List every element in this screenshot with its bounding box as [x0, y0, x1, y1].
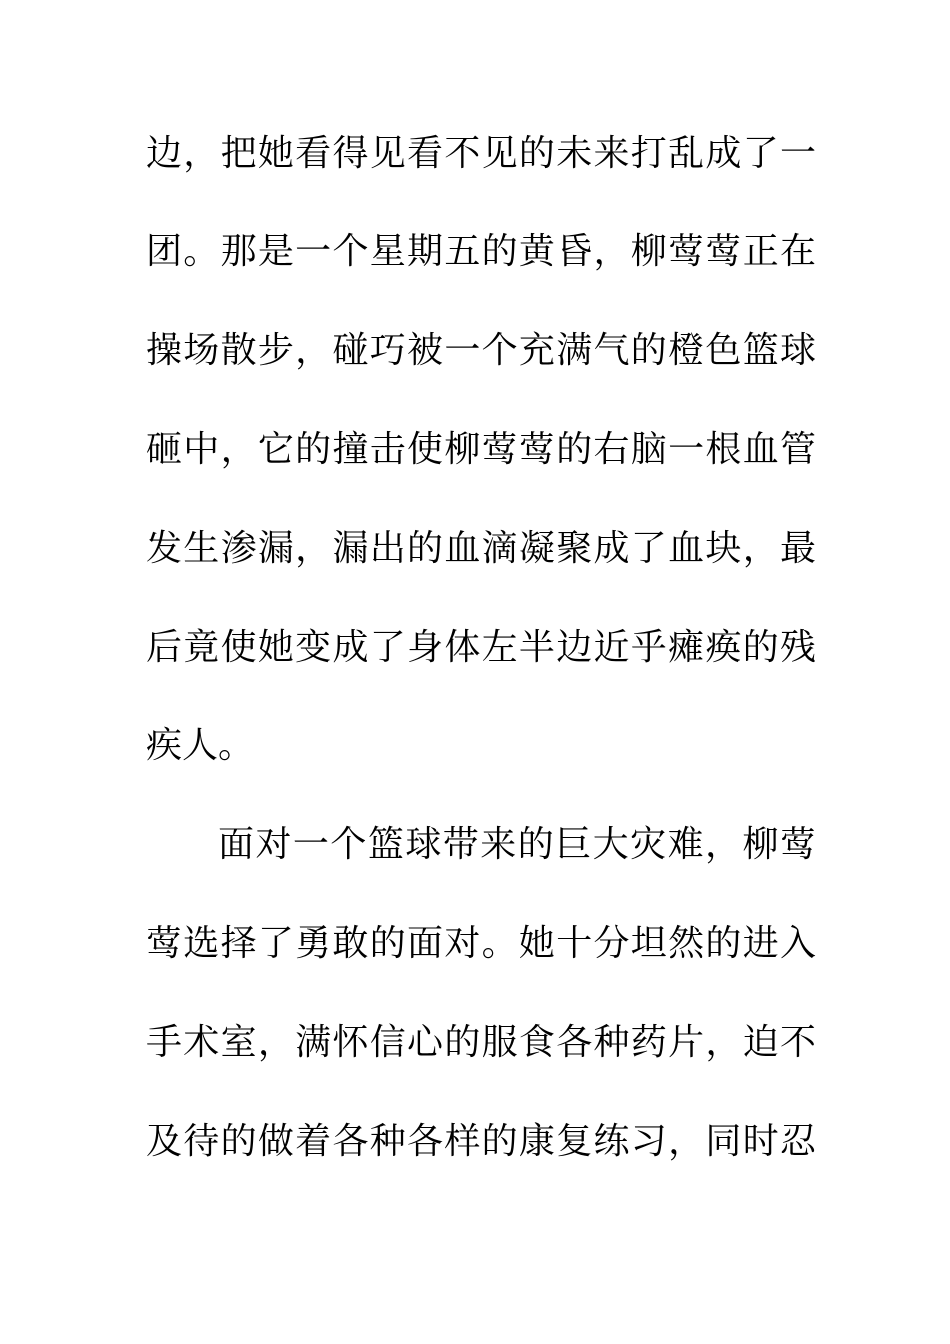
text-line-2: 团。那是一个星期五的黄昏，柳莺莺正在 — [146, 231, 816, 272]
text-line-6: 后竟使她变成了身体左半边近乎瘫痪的残 — [146, 627, 816, 668]
text-line-7: 疾人。 — [146, 725, 255, 766]
text-line-1: 边，把她看得见看不见的未来打乱成了一 — [146, 133, 816, 174]
text-line-8: 面对一个篮球带来的巨大灾难，柳莺 — [218, 824, 816, 865]
text-line-4: 砸中，它的撞击使柳莺莺的右脑一根血管 — [146, 429, 816, 470]
text-line-5: 发生渗漏，漏出的血滴凝聚成了血块，最 — [146, 528, 816, 569]
text-line-11: 及待的做着各种各样的康复练习，同时忍 — [146, 1121, 816, 1162]
text-line-3: 操场散步，碰巧被一个充满气的橙色篮球 — [146, 330, 816, 371]
text-line-10: 手术室，满怀信心的服食各种药片，迫不 — [146, 1022, 816, 1063]
text-line-9: 莺选择了勇敢的面对。她十分坦然的进入 — [146, 923, 816, 964]
